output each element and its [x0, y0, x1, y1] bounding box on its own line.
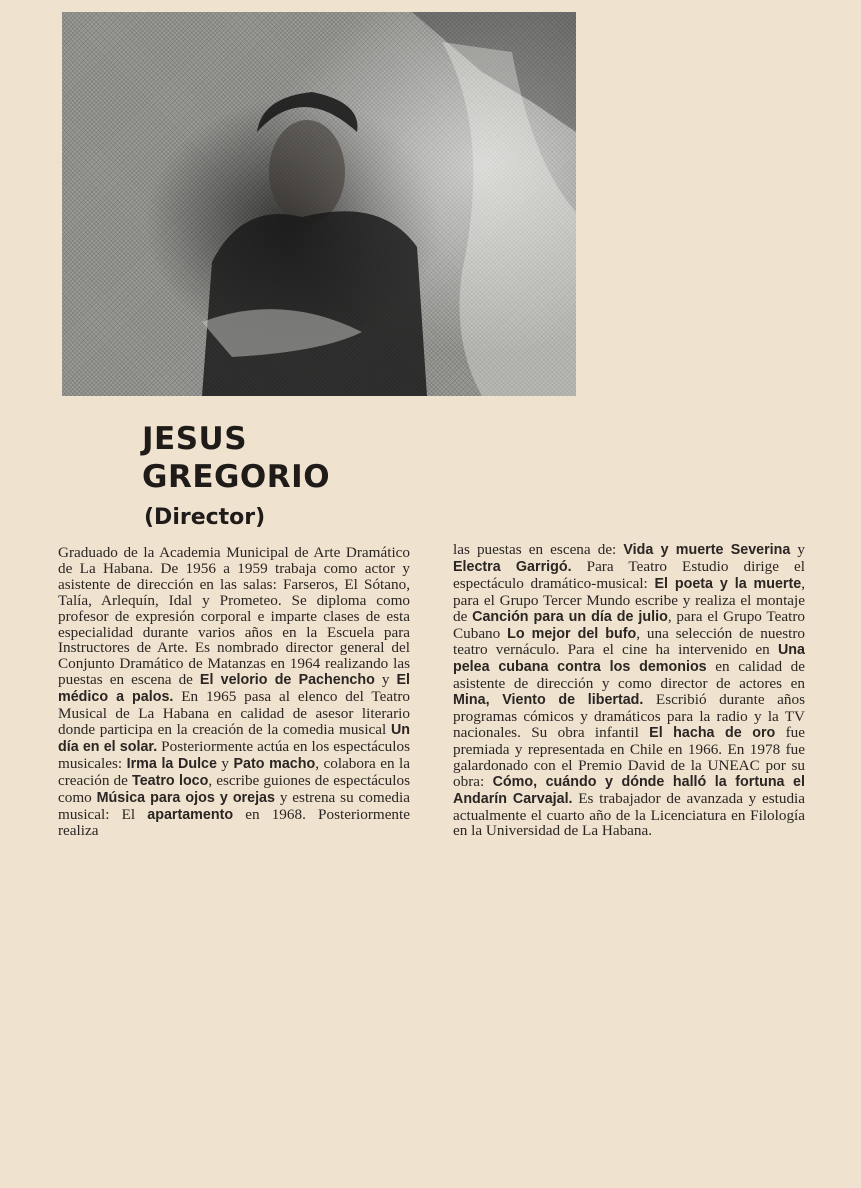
- body-text: en 1968. Posteriormente realiza: [58, 805, 410, 840]
- body-text: y: [374, 671, 397, 689]
- portrait-photo: [62, 12, 576, 396]
- body-text: Para Teatro Estudio dirige el espectáculo dramático-musical:: [453, 557, 805, 592]
- work-title: Canción para un día de julio: [472, 608, 668, 625]
- body-text: en calidad de asistente de dirección y como director de actores en: [453, 658, 805, 693]
- body-text: Escribió durante años programas cómicos y dramáticos para la radio y la TV nacionales. Su obra infantil: [453, 691, 805, 741]
- work-title: Lo mejor del bufo: [507, 625, 637, 642]
- biography-left-column: [58, 545, 410, 839]
- work-title: Música para ojos y orejas: [96, 789, 275, 806]
- work-title: Electra Garrigó.: [453, 558, 572, 575]
- body-text: , para el Grupo Tercer Mundo escribe y realiza el montaje de: [453, 574, 805, 625]
- work-title: Pato macho: [233, 755, 316, 772]
- body-text: las puestas en escena de:: [453, 541, 624, 558]
- body-text: y: [790, 541, 806, 558]
- work-title: El médico a palos.: [58, 672, 410, 706]
- body-text: y estrena su comedia musical: El: [58, 788, 410, 823]
- body-text: Es trabajador de avanzada y estudia actualmente el cuarto año de la Licenciatura en Filología en la Universidad de La Habana.: [453, 789, 805, 840]
- work-title: Irma la Dulce: [126, 755, 217, 772]
- work-title: Una pelea cubana contra los demonios: [453, 642, 805, 676]
- work-title: Mina, Viento de libertad.: [453, 692, 644, 709]
- body-text: Graduado de la Academia Municipal de Arte Dramático de La Habana. De 1956 a 1959 trabaja como actor y asistente de dirección en las salas: Farseros, El Sótano, Talía, Arlequín, Idal y Prometeo. Se diploma como profesor de expresión corporal e imparte clases de esta especialidad durante varios años en la Escuela para Instructores de Arte. Es nombrado director general del Conjunto Dramático de Matanzas en 1964 realizando las puestas en escena de: [58, 544, 410, 689]
- work-title: Un día en el solar.: [58, 721, 410, 755]
- body-text: , escribe guiones de espectáculos como: [58, 771, 410, 806]
- body-text: Posteriormente actúa en los espectáculos musicales:: [58, 737, 410, 772]
- work-title: El hacha de oro: [649, 724, 776, 741]
- name-line-1: JESUS: [142, 421, 248, 457]
- biography-right-column: [453, 542, 805, 839]
- body-text: , para el Grupo Teatro Cubano: [453, 607, 805, 642]
- work-title: Cómo, cuándo y dónde halló la fortuna el Andarín Carvajal.: [453, 773, 805, 807]
- body-text: y: [216, 754, 234, 772]
- portrait-icon: [62, 12, 576, 396]
- body-text: fue premiada y representada en Chile en 1966. En 1978 fue galardonado con el Premio David de la UNEAC por su obra:: [453, 723, 805, 790]
- work-title: El poeta y la muerte: [654, 575, 802, 592]
- work-title: Teatro loco: [132, 772, 209, 789]
- body-text: , colabora en la creación de: [58, 754, 411, 789]
- body-text: , una selección de nuestro teatro vernáculo. Para el cine ha intervenido en: [453, 624, 805, 659]
- work-title: apartamento: [147, 806, 234, 823]
- work-title: Vida y muerte Severina: [623, 542, 791, 558]
- person-role: (Director): [144, 505, 266, 530]
- work-title: El velorio de Pachencho: [199, 672, 375, 689]
- body-text: En 1965 pasa al elenco del Teatro Musical de La Habana en calidad de asesor literario donde participa en la creación de la comedia musical: [58, 688, 411, 738]
- name-line-2: GREGORIO: [142, 459, 331, 495]
- person-name: [142, 420, 330, 496]
